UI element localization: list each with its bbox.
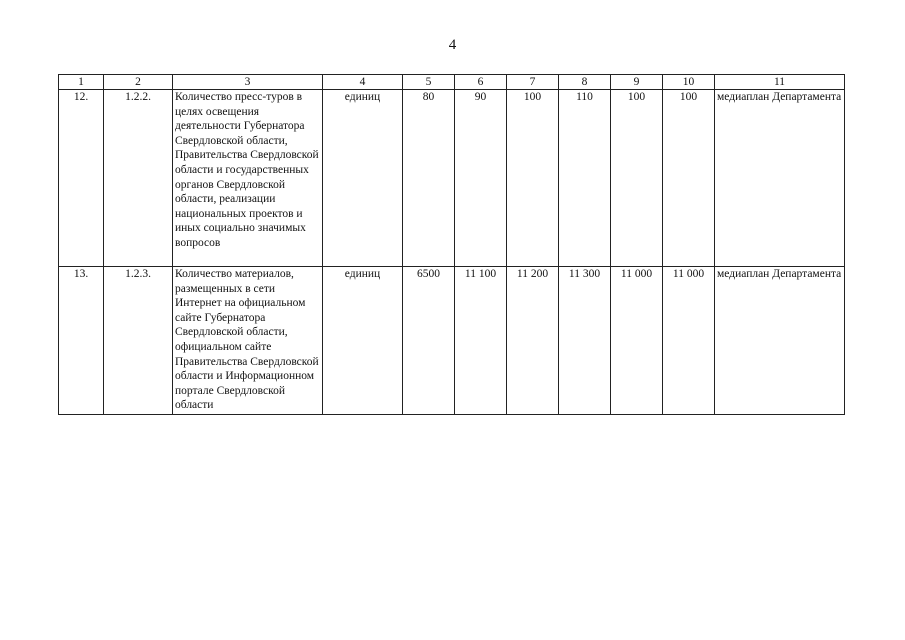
header-cell-10: 10 (663, 75, 715, 90)
table-row (59, 267, 845, 415)
header-cell-5: 5 (403, 75, 455, 90)
page-number: 4 (448, 37, 457, 53)
row-unit: единиц (323, 90, 403, 267)
header-cell-9: 9 (611, 75, 663, 90)
row-number: 12. (59, 90, 104, 267)
header-cell-6: 6 (455, 75, 507, 90)
row-value-6: 90 (455, 90, 507, 267)
row-source: медиаплан Департамента (715, 90, 845, 267)
row-source: медиаплан Департамента (715, 267, 845, 415)
row-value-6: 11 100 (455, 267, 507, 415)
row-value-10: 11 000 (663, 267, 715, 415)
row-description: Количество материалов, размещенных в сети Интернет на официальном сайте Губернатора Свердловской области, официальном сайте Правительства Свердловской области и Информационном портале Свердловской области (173, 267, 323, 415)
header-cell-7: 7 (507, 75, 559, 90)
header-cell-3: 3 (173, 75, 323, 90)
header-cell-4: 4 (323, 75, 403, 90)
row-value-5: 80 (403, 90, 455, 267)
header-cell-1: 1 (59, 75, 104, 90)
indicators-table (58, 74, 845, 415)
row-code: 1.2.3. (104, 267, 173, 415)
header-cell-2: 2 (104, 75, 173, 90)
header-cell-8: 8 (559, 75, 611, 90)
row-unit: единиц (323, 267, 403, 415)
row-value-8: 110 (559, 90, 611, 267)
row-value-9: 11 000 (611, 267, 663, 415)
row-value-9: 100 (611, 90, 663, 267)
row-value-8: 11 300 (559, 267, 611, 415)
row-code: 1.2.2. (104, 90, 173, 267)
row-value-5: 6500 (403, 267, 455, 415)
row-number: 13. (59, 267, 104, 415)
row-description: Количество пресс-туров в целях освещения деятельности Губернатора Свердловской области, Правительства Свердловской области и государственных органов Свердловской области, реализации национальных проектов и иных социально значимых вопросов (173, 90, 323, 267)
row-value-7: 100 (507, 90, 559, 267)
table-header-row (59, 75, 845, 90)
header-cell-11: 11 (715, 75, 845, 90)
row-value-10: 100 (663, 90, 715, 267)
table-row (59, 90, 845, 267)
row-value-7: 11 200 (507, 267, 559, 415)
